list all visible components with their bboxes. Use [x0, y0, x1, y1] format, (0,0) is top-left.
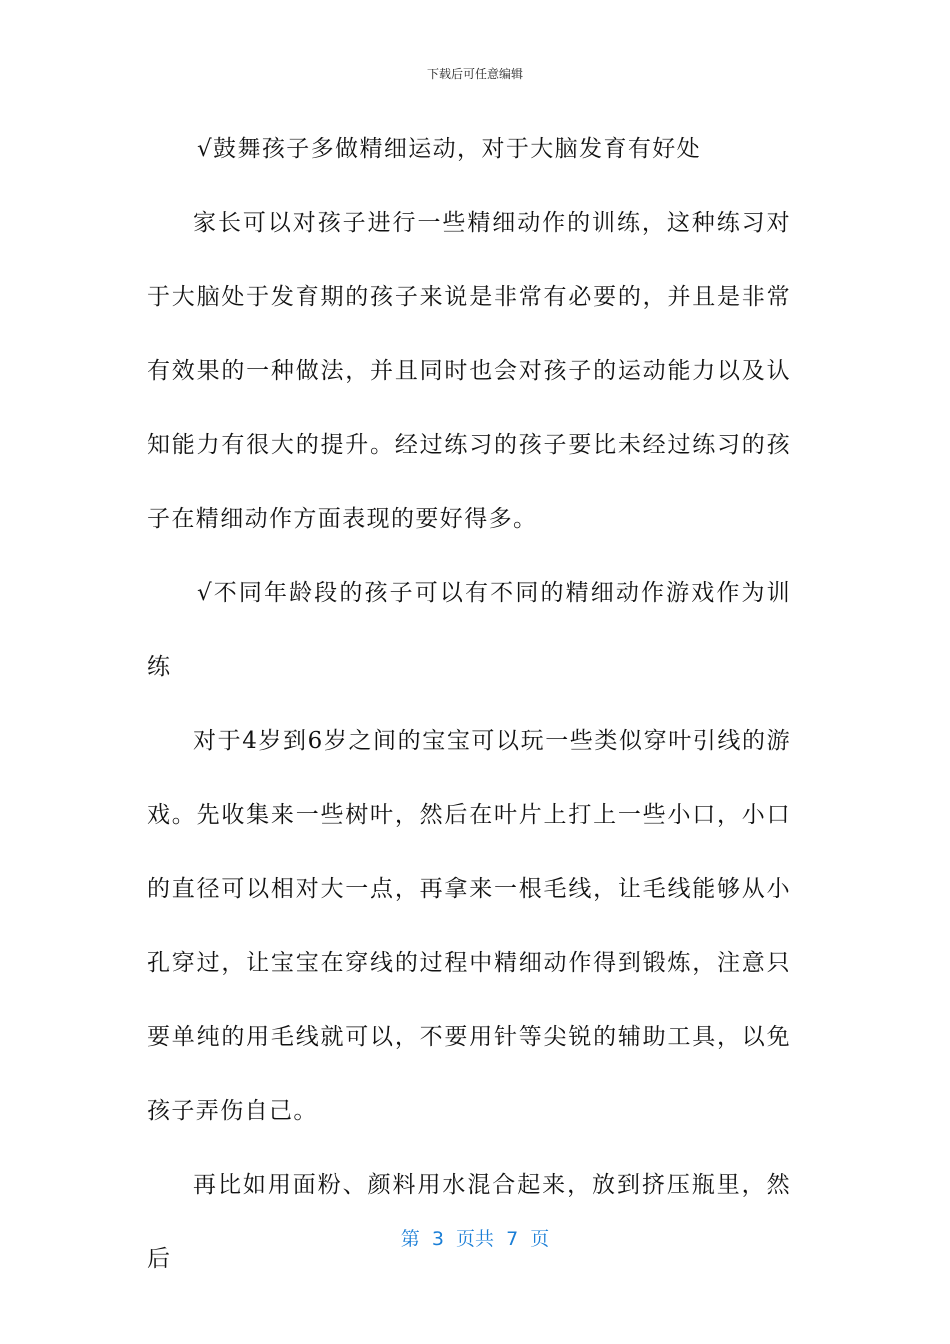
- paragraph-training-benefits: 家长可以对孩子进行一些精细动作的训练，这种练习对于大脑处于发育期的孩子来说是非常有必要的，并且是非常有效果的一种做法，并且同时也会对孩子的运动能力以及认知能力有很大的提升。经过练习的孩子要比未经过练习的孩子在精细动作方面表现的要好得多。: [147, 210, 791, 532]
- paragraph-flour-paint-game: 再比如用面粉、颜料用水混合起来，放到挤压瓶里，然后: [147, 1172, 791, 1272]
- page-header: 下载后可任意编辑: [426, 67, 523, 81]
- section-heading-age-games: √不同年龄段的孩子可以有不同的精细动作游戏作为训练: [147, 580, 791, 680]
- page-number-footer: 第 3 页共 7 页: [400, 1228, 550, 1250]
- paragraph-leaf-threading-game: 对于4岁到6岁之间的宝宝可以玩一些类似穿叶引线的游戏。先收集来一些树叶，然后在叶片上打上一些小口，小口的直径可以相对大一点，再拿来一根毛线，让毛线能够从小孔穿过，让宝宝在穿线的过程中精细动作得到锻炼，注意只要单纯的用毛线就可以，不要用针等尖锐的辅助工具，以免孩子弄伤自己。: [147, 728, 791, 1124]
- section-heading-fine-motor-benefit: √鼓舞孩子多做精细运动，对于大脑发育有好处: [197, 136, 702, 162]
- document-body: [147, 112, 791, 1296]
